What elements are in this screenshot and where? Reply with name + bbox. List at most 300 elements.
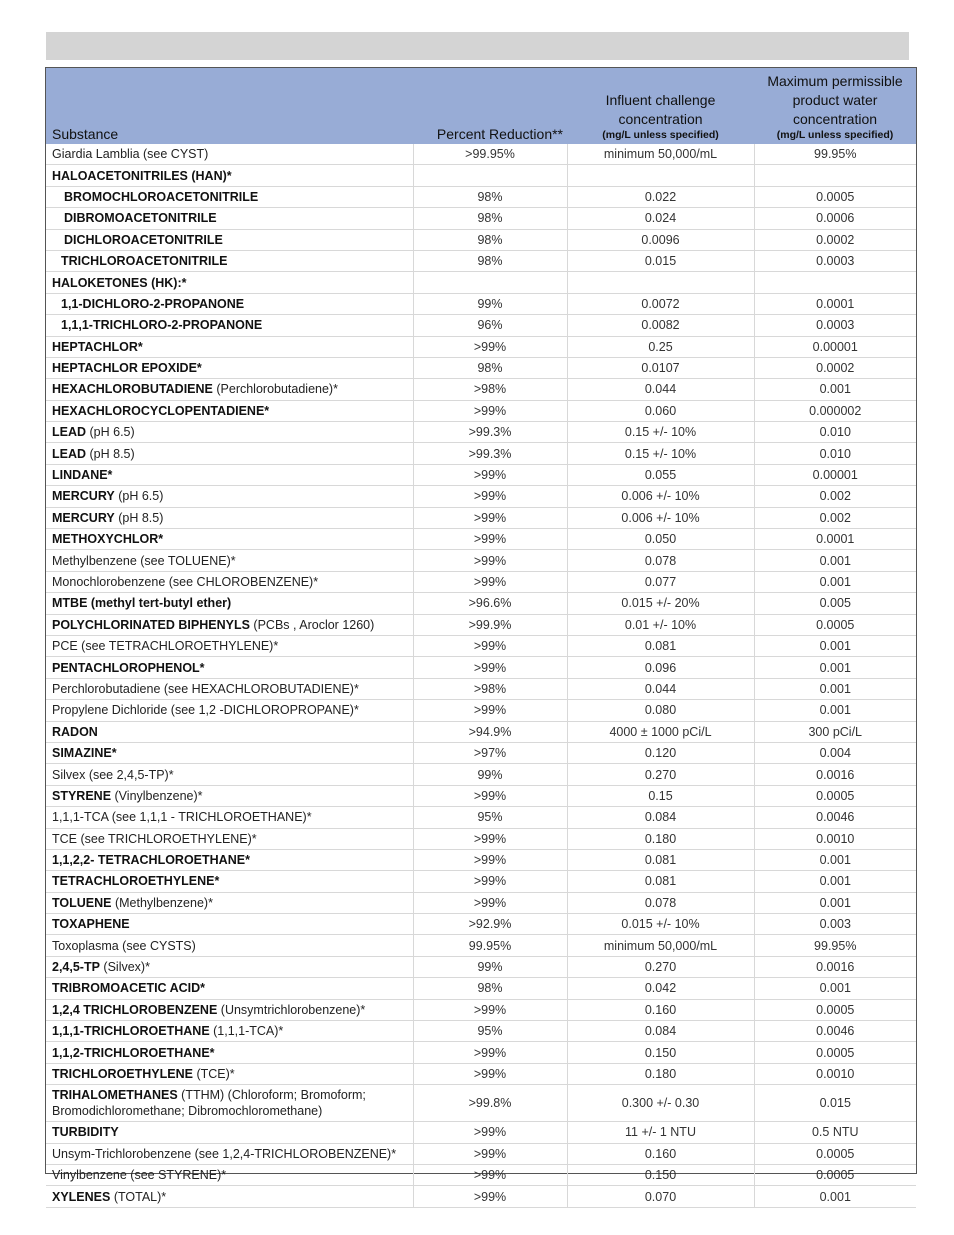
page-header-bar <box>46 32 909 60</box>
influent-concentration-cell: 0.160 <box>567 999 754 1020</box>
table-row <box>46 229 916 250</box>
substance-name: TOLUENE <box>52 895 112 910</box>
max-concentration-cell <box>754 165 916 186</box>
table-row <box>46 935 916 956</box>
substance-qualifier: (TCE)* <box>192 1066 235 1081</box>
substance-name: TETRACHLOROETHYLENE* <box>52 874 220 889</box>
table-row <box>46 379 916 400</box>
influent-concentration-cell: 0.120 <box>567 742 754 763</box>
substance-cell <box>46 229 413 250</box>
substance-qualifier: (Methylbenzene)* <box>111 895 213 910</box>
influent-concentration-cell: 0.0082 <box>567 315 754 336</box>
percent-reduction-cell: >92.9% <box>413 914 567 935</box>
percent-reduction-cell: 98% <box>413 229 567 250</box>
max-concentration-cell: 0.001 <box>754 678 916 699</box>
substance-qualifier: Vinylbenzene (see STYRENE)* <box>52 1168 227 1183</box>
substance-name: TRIHALOMETHANES <box>52 1088 178 1103</box>
percent-reduction-cell: >99% <box>413 849 567 870</box>
influent-concentration-cell: 0.01 +/- 10% <box>567 614 754 635</box>
influent-concentration-cell: 0.150 <box>567 1042 754 1063</box>
influent-concentration-cell: 0.042 <box>567 978 754 999</box>
influent-concentration-cell: 0.25 <box>567 336 754 357</box>
table-row <box>46 700 916 721</box>
substance-name: 1,1,1-TRICHLOROETHANE <box>52 1024 210 1039</box>
max-concentration-cell: 0.0010 <box>754 1063 916 1084</box>
substance-cell <box>46 315 413 336</box>
table-row <box>46 635 916 656</box>
percent-reduction-cell: >99% <box>413 700 567 721</box>
influent-concentration-cell: minimum 50,000/mL <box>567 935 754 956</box>
max-concentration-cell: 0.00001 <box>754 336 916 357</box>
max-concentration-cell: 0.001 <box>754 635 916 656</box>
substance-cell <box>46 165 413 186</box>
max-concentration-cell: 0.0006 <box>754 208 916 229</box>
substance-name: 1,1,2-TRICHLOROETHANE* <box>52 1045 215 1060</box>
substance-qualifier: Methylbenzene (see TOLUENE)* <box>52 553 236 568</box>
substance-cell <box>46 828 413 849</box>
max-concentration-cell: 0.5 NTU <box>754 1122 916 1143</box>
table-row <box>46 464 916 485</box>
max-concentration-cell: 0.002 <box>754 486 916 507</box>
percent-reduction-cell: 95% <box>413 1021 567 1042</box>
table-row <box>46 400 916 421</box>
substance-qualifier: (TOTAL)* <box>110 1189 167 1204</box>
max-concentration-cell: 99.95% <box>754 144 916 165</box>
substance-column-header: Substance <box>46 68 413 144</box>
max-concentration-cell: 0.0001 <box>754 529 916 550</box>
table-row <box>46 144 916 165</box>
max-concentration-cell: 0.0002 <box>754 229 916 250</box>
table-row <box>46 593 916 614</box>
max-concentration-cell: 0.0003 <box>754 315 916 336</box>
substance-qualifier: (PCBs , Aroclor 1260) <box>249 617 375 632</box>
substance-name: 1,1,1-TRICHLORO-2-PROPANONE <box>61 318 263 333</box>
reduction-table-container <box>45 67 917 1204</box>
table-header <box>46 68 916 144</box>
table-row <box>46 250 916 271</box>
percent-reduction-cell: >99.3% <box>413 422 567 443</box>
influent-concentration-cell: 0.015 <box>567 250 754 271</box>
max-concentration-cell: 0.001 <box>754 849 916 870</box>
substance-name: LINDANE* <box>52 468 113 483</box>
max-concentration-cell: 0.0005 <box>754 186 916 207</box>
substance-cell <box>46 250 413 271</box>
table-row <box>46 315 916 336</box>
influent-concentration-cell: 0.060 <box>567 400 754 421</box>
influent-column-header: Influent challenge concentration (mg/L unless specified) <box>567 68 754 144</box>
percent-reduction-cell: >99.95% <box>413 144 567 165</box>
influent-concentration-cell: 0.096 <box>567 657 754 678</box>
percent-reduction-cell: >99% <box>413 1186 567 1207</box>
influent-concentration-cell: 0.015 +/- 20% <box>567 593 754 614</box>
influent-concentration-cell: 0.081 <box>567 849 754 870</box>
substance-cell <box>46 1122 413 1143</box>
influent-concentration-cell: 0.15 +/- 10% <box>567 443 754 464</box>
influent-concentration-cell: 0.022 <box>567 186 754 207</box>
influent-concentration-cell: 0.078 <box>567 550 754 571</box>
substance-cell <box>46 935 413 956</box>
substance-cell <box>46 657 413 678</box>
max-concentration-cell: 300 pCi/L <box>754 721 916 742</box>
substance-cell <box>46 914 413 935</box>
substance-cell <box>46 443 413 464</box>
substance-cell <box>46 635 413 656</box>
substance-qualifier: (pH 8.5) <box>114 510 164 525</box>
table-row <box>46 550 916 571</box>
table-row <box>46 871 916 892</box>
percent-reduction-cell: 98% <box>413 208 567 229</box>
percent-reduction-cell: 99% <box>413 956 567 977</box>
substance-name: PENTACHLOROPHENOL* <box>52 660 205 675</box>
max-concentration-cell: 0.0005 <box>754 785 916 806</box>
contaminant-reduction-table <box>46 68 916 1208</box>
percent-reduction-cell: >99.8% <box>413 1085 567 1122</box>
influent-concentration-cell: 0.15 <box>567 785 754 806</box>
percent-reduction-cell: >99% <box>413 507 567 528</box>
influent-concentration-cell: 0.15 +/- 10% <box>567 422 754 443</box>
substance-cell <box>46 293 413 314</box>
table-row <box>46 785 916 806</box>
table-row <box>46 956 916 977</box>
substance-cell <box>46 1164 413 1185</box>
influent-concentration-cell: 0.180 <box>567 828 754 849</box>
substance-name: HALOKETONES (HK):* <box>52 275 187 290</box>
table-row <box>46 507 916 528</box>
substance-name: METHOXYCHLOR* <box>52 532 164 547</box>
table-row <box>46 614 916 635</box>
substance-name: LEAD <box>52 446 87 461</box>
substance-cell <box>46 400 413 421</box>
influent-concentration-cell: 0.0107 <box>567 357 754 378</box>
table-row <box>46 999 916 1020</box>
influent-concentration-cell: 0.0072 <box>567 293 754 314</box>
substance-qualifier: (Unsymtrichlorobenzene)* <box>217 1002 366 1017</box>
substance-cell <box>46 208 413 229</box>
substance-qualifier: Toxoplasma (see CYSTS) <box>52 938 196 953</box>
influent-concentration-cell: 0.180 <box>567 1063 754 1084</box>
percent-reduction-cell: 98% <box>413 357 567 378</box>
substance-qualifier: (Perchlorobutadiene)* <box>212 382 338 397</box>
max-concentration-cell: 0.0005 <box>754 1143 916 1164</box>
max-concentration-cell: 99.95% <box>754 935 916 956</box>
influent-concentration-cell: 0.015 +/- 10% <box>567 914 754 935</box>
substance-cell <box>46 186 413 207</box>
max-concentration-cell: 0.001 <box>754 571 916 592</box>
percent-reduction-cell: >98% <box>413 678 567 699</box>
substance-name: TRICHLOROETHYLENE <box>52 1066 193 1081</box>
percent-reduction-cell: 99.95% <box>413 935 567 956</box>
influent-concentration-cell: 0.084 <box>567 1021 754 1042</box>
influent-concentration-cell: 0.044 <box>567 379 754 400</box>
table-row <box>46 807 916 828</box>
table-row <box>46 293 916 314</box>
percent-reduction-cell: >99% <box>413 336 567 357</box>
substance-cell <box>46 849 413 870</box>
substance-cell <box>46 144 413 165</box>
table-row <box>46 828 916 849</box>
influent-concentration-cell: 0.078 <box>567 892 754 913</box>
substance-cell <box>46 678 413 699</box>
substance-cell <box>46 464 413 485</box>
table-row <box>46 892 916 913</box>
influent-concentration-cell: 0.084 <box>567 807 754 828</box>
substance-qualifier: Giardia Lamblia (see CYST) <box>52 147 209 162</box>
percent-reduction-cell: >99% <box>413 550 567 571</box>
substance-qualifier: Monochlorobenzene (see CHLOROBENZENE)* <box>52 575 319 589</box>
substance-cell <box>46 721 413 742</box>
max-concentration-cell: 0.001 <box>754 700 916 721</box>
substance-cell <box>46 272 413 293</box>
substance-qualifier: TCE (see TRICHLOROETHYLENE)* <box>52 831 257 846</box>
substance-name: SIMAZINE* <box>52 746 117 761</box>
percent-reduction-cell: 98% <box>413 250 567 271</box>
influent-concentration-cell: 0.006 +/- 10% <box>567 486 754 507</box>
influent-concentration-cell: 0.300 +/- 0.30 <box>567 1085 754 1122</box>
substance-cell <box>46 357 413 378</box>
percent-reduction-cell: 99% <box>413 764 567 785</box>
percent-reduction-cell <box>413 165 567 186</box>
percent-reduction-cell <box>413 272 567 293</box>
max-concentration-cell: 0.0046 <box>754 1021 916 1042</box>
substance-name: BROMOCHLOROACETONITRILE <box>64 189 259 204</box>
influent-concentration-cell: 0.006 +/- 10% <box>567 507 754 528</box>
percent-reduction-cell: >99% <box>413 828 567 849</box>
substance-cell <box>46 764 413 785</box>
substance-cell <box>46 593 413 614</box>
substance-qualifier: (pH 6.5) <box>86 425 135 440</box>
table-row <box>46 1063 916 1084</box>
substance-name: RADON <box>52 724 98 739</box>
substance-name: MTBE (methyl tert-butyl ether) <box>52 596 232 611</box>
substance-name: 1,1-DICHLORO-2-PROPANONE <box>61 296 245 311</box>
substance-name: POLYCHLORINATED BIPHENYLS <box>52 617 250 632</box>
substance-cell <box>46 1085 413 1122</box>
substance-name: MERCURY <box>52 489 115 504</box>
table-row <box>46 1164 916 1185</box>
max-permissible-column-header: Maximum permissible product water concentration (mg/L unless specified) <box>754 68 916 144</box>
substance-cell <box>46 1063 413 1084</box>
max-concentration-cell: 0.0005 <box>754 1164 916 1185</box>
percent-reduction-cell: >96.6% <box>413 593 567 614</box>
substance-name: MERCURY <box>52 510 115 525</box>
max-concentration-cell: 0.00001 <box>754 464 916 485</box>
max-concentration-cell: 0.010 <box>754 443 916 464</box>
substance-qualifier: 1,1,1-TCA (see 1,1,1 - TRICHLOROETHANE)* <box>52 810 312 825</box>
substance-name: TURBIDITY <box>52 1125 119 1140</box>
influent-concentration-cell: 11 +/- 1 NTU <box>567 1122 754 1143</box>
percent-reduction-cell: >98% <box>413 379 567 400</box>
influent-concentration-cell: 0.270 <box>567 956 754 977</box>
table-row <box>46 849 916 870</box>
substance-cell <box>46 1021 413 1042</box>
substance-name: HALOACETONITRILES (HAN)* <box>52 168 232 183</box>
max-concentration-cell: 0.015 <box>754 1085 916 1122</box>
table-body <box>46 144 916 1207</box>
influent-concentration-cell: 0.0096 <box>567 229 754 250</box>
influent-concentration-cell: 0.044 <box>567 678 754 699</box>
substance-cell <box>46 550 413 571</box>
percent-reduction-cell: >99% <box>413 1063 567 1084</box>
table-row <box>46 1122 916 1143</box>
substance-cell <box>46 1042 413 1063</box>
substance-cell <box>46 999 413 1020</box>
influent-concentration-cell: 0.050 <box>567 529 754 550</box>
max-concentration-cell <box>754 272 916 293</box>
table-row <box>46 1085 916 1122</box>
table-row <box>46 443 916 464</box>
influent-concentration-cell: 0.160 <box>567 1143 754 1164</box>
substance-name: 2,4,5-TP <box>52 960 100 975</box>
percent-reduction-cell: >99% <box>413 1122 567 1143</box>
influent-concentration-cell: 4000 ± 1000 pCi/L <box>567 721 754 742</box>
max-concentration-cell: 0.001 <box>754 550 916 571</box>
substance-qualifier: (TTHM) (Chloroform; Bromoform; Bromodichloromethane; Dibromochloromethane) <box>52 1088 366 1119</box>
substance-qualifier: (pH 8.5) <box>86 446 135 461</box>
table-row <box>46 1186 916 1207</box>
substance-cell <box>46 379 413 400</box>
percent-reduction-cell: >99% <box>413 785 567 806</box>
table-row <box>46 764 916 785</box>
influent-concentration-cell: 0.024 <box>567 208 754 229</box>
percent-reduction-cell: >99% <box>413 892 567 913</box>
substance-qualifier: PCE (see TETRACHLOROETHYLENE)* <box>52 639 279 654</box>
table-row <box>46 742 916 763</box>
percent-reduction-cell: >97% <box>413 742 567 763</box>
percent-reduction-cell: >99% <box>413 571 567 592</box>
substance-name: DICHLOROACETONITRILE <box>64 232 223 247</box>
table-row <box>46 336 916 357</box>
substance-name: XYLENES <box>52 1189 111 1204</box>
substance-cell <box>46 892 413 913</box>
substance-name: HEXACHLOROCYCLOPENTADIENE* <box>52 403 270 418</box>
substance-cell <box>46 1143 413 1164</box>
percent-reduction-cell: >99% <box>413 486 567 507</box>
substance-qualifier: (Silvex)* <box>99 960 150 975</box>
table-row <box>46 1143 916 1164</box>
table-row <box>46 165 916 186</box>
table-row <box>46 1021 916 1042</box>
percent-reduction-cell: >99% <box>413 464 567 485</box>
percent-reduction-cell: >99.3% <box>413 443 567 464</box>
substance-cell <box>46 785 413 806</box>
substance-cell <box>46 422 413 443</box>
max-concentration-cell: 0.001 <box>754 379 916 400</box>
table-row <box>46 657 916 678</box>
influent-concentration-cell: 0.270 <box>567 764 754 785</box>
table-row <box>46 272 916 293</box>
table-row <box>46 422 916 443</box>
substance-cell <box>46 978 413 999</box>
substance-name: 1,1,2,2- TETRACHLOROETHANE* <box>52 853 250 868</box>
max-concentration-cell: 0.003 <box>754 914 916 935</box>
table-row <box>46 186 916 207</box>
table-row <box>46 678 916 699</box>
max-concentration-cell: 0.0003 <box>754 250 916 271</box>
percent-reduction-cell: 95% <box>413 807 567 828</box>
substance-name: TOXAPHENE <box>52 917 130 932</box>
percent-reduction-cell: >94.9% <box>413 721 567 742</box>
substance-qualifier: Perchlorobutadiene (see HEXACHLOROBUTADIENE)* <box>52 681 359 696</box>
table-row <box>46 1042 916 1063</box>
max-concentration-cell: 0.000002 <box>754 400 916 421</box>
max-concentration-cell: 0.001 <box>754 871 916 892</box>
percent-reduction-cell: >99% <box>413 400 567 421</box>
substance-cell <box>46 529 413 550</box>
percent-reduction-cell: >99% <box>413 529 567 550</box>
substance-name: HEXACHLOROBUTADIENE <box>52 382 213 397</box>
percent-reduction-cell: >99% <box>413 1042 567 1063</box>
substance-qualifier: Silvex (see 2,4,5-TP)* <box>52 767 174 782</box>
substance-name: STYRENE <box>52 788 112 803</box>
percent-reduction-cell: >99% <box>413 635 567 656</box>
substance-name: TRIBROMOACETIC ACID* <box>52 981 206 996</box>
table-row <box>46 529 916 550</box>
substance-qualifier: (pH 6.5) <box>114 489 164 504</box>
influent-concentration-cell: minimum 50,000/mL <box>567 144 754 165</box>
max-concentration-cell: 0.0016 <box>754 764 916 785</box>
max-concentration-cell: 0.0005 <box>754 1042 916 1063</box>
percent-reduction-cell: 99% <box>413 293 567 314</box>
max-concentration-cell: 0.005 <box>754 593 916 614</box>
max-concentration-cell: 0.001 <box>754 978 916 999</box>
substance-cell <box>46 1186 413 1207</box>
substance-qualifier: (1,1,1-TCA)* <box>209 1024 284 1039</box>
max-concentration-cell: 0.010 <box>754 422 916 443</box>
influent-concentration-cell: 0.080 <box>567 700 754 721</box>
table-row <box>46 721 916 742</box>
percent-reduction-cell: >99% <box>413 657 567 678</box>
substance-name: LEAD <box>52 425 87 440</box>
percent-reduction-cell: >99.9% <box>413 614 567 635</box>
max-concentration-cell: 0.0002 <box>754 357 916 378</box>
max-concentration-cell: 0.0046 <box>754 807 916 828</box>
substance-cell <box>46 956 413 977</box>
substance-cell <box>46 507 413 528</box>
substance-cell <box>46 571 413 592</box>
influent-concentration-cell <box>567 165 754 186</box>
influent-concentration-cell: 0.081 <box>567 635 754 656</box>
max-concentration-cell: 0.0005 <box>754 614 916 635</box>
influent-concentration-cell: 0.150 <box>567 1164 754 1185</box>
max-concentration-cell: 0.0016 <box>754 956 916 977</box>
percent-reduction-cell: 98% <box>413 978 567 999</box>
percent-reduction-column-header: Percent Reduction** <box>413 68 567 144</box>
table-row <box>46 486 916 507</box>
max-concentration-cell: 0.001 <box>754 657 916 678</box>
substance-qualifier: Propylene Dichloride (see 1,2 -DICHLOROPROPANE)* <box>52 703 359 718</box>
substance-cell <box>46 871 413 892</box>
substance-qualifier: Unsym-Trichlorobenzene (see 1,2,4-TRICHLOROBENZENE)* <box>52 1146 397 1161</box>
max-concentration-cell: 0.001 <box>754 892 916 913</box>
substance-cell <box>46 807 413 828</box>
max-concentration-cell: 0.002 <box>754 507 916 528</box>
table-row <box>46 978 916 999</box>
substance-name: DIBROMOACETONITRILE <box>64 211 217 226</box>
substance-name: 1,2,4 TRICHLOROBENZENE <box>52 1002 218 1017</box>
substance-name: HEPTACHLOR EPOXIDE* <box>52 361 202 376</box>
table-row <box>46 914 916 935</box>
table-row <box>46 571 916 592</box>
influent-concentration-cell <box>567 272 754 293</box>
max-concentration-cell: 0.001 <box>754 1186 916 1207</box>
percent-reduction-cell: >99% <box>413 871 567 892</box>
percent-reduction-cell: 98% <box>413 186 567 207</box>
substance-cell <box>46 336 413 357</box>
max-concentration-cell: 0.004 <box>754 742 916 763</box>
substance-cell <box>46 742 413 763</box>
percent-reduction-cell: >99% <box>413 999 567 1020</box>
max-concentration-cell: 0.0001 <box>754 293 916 314</box>
